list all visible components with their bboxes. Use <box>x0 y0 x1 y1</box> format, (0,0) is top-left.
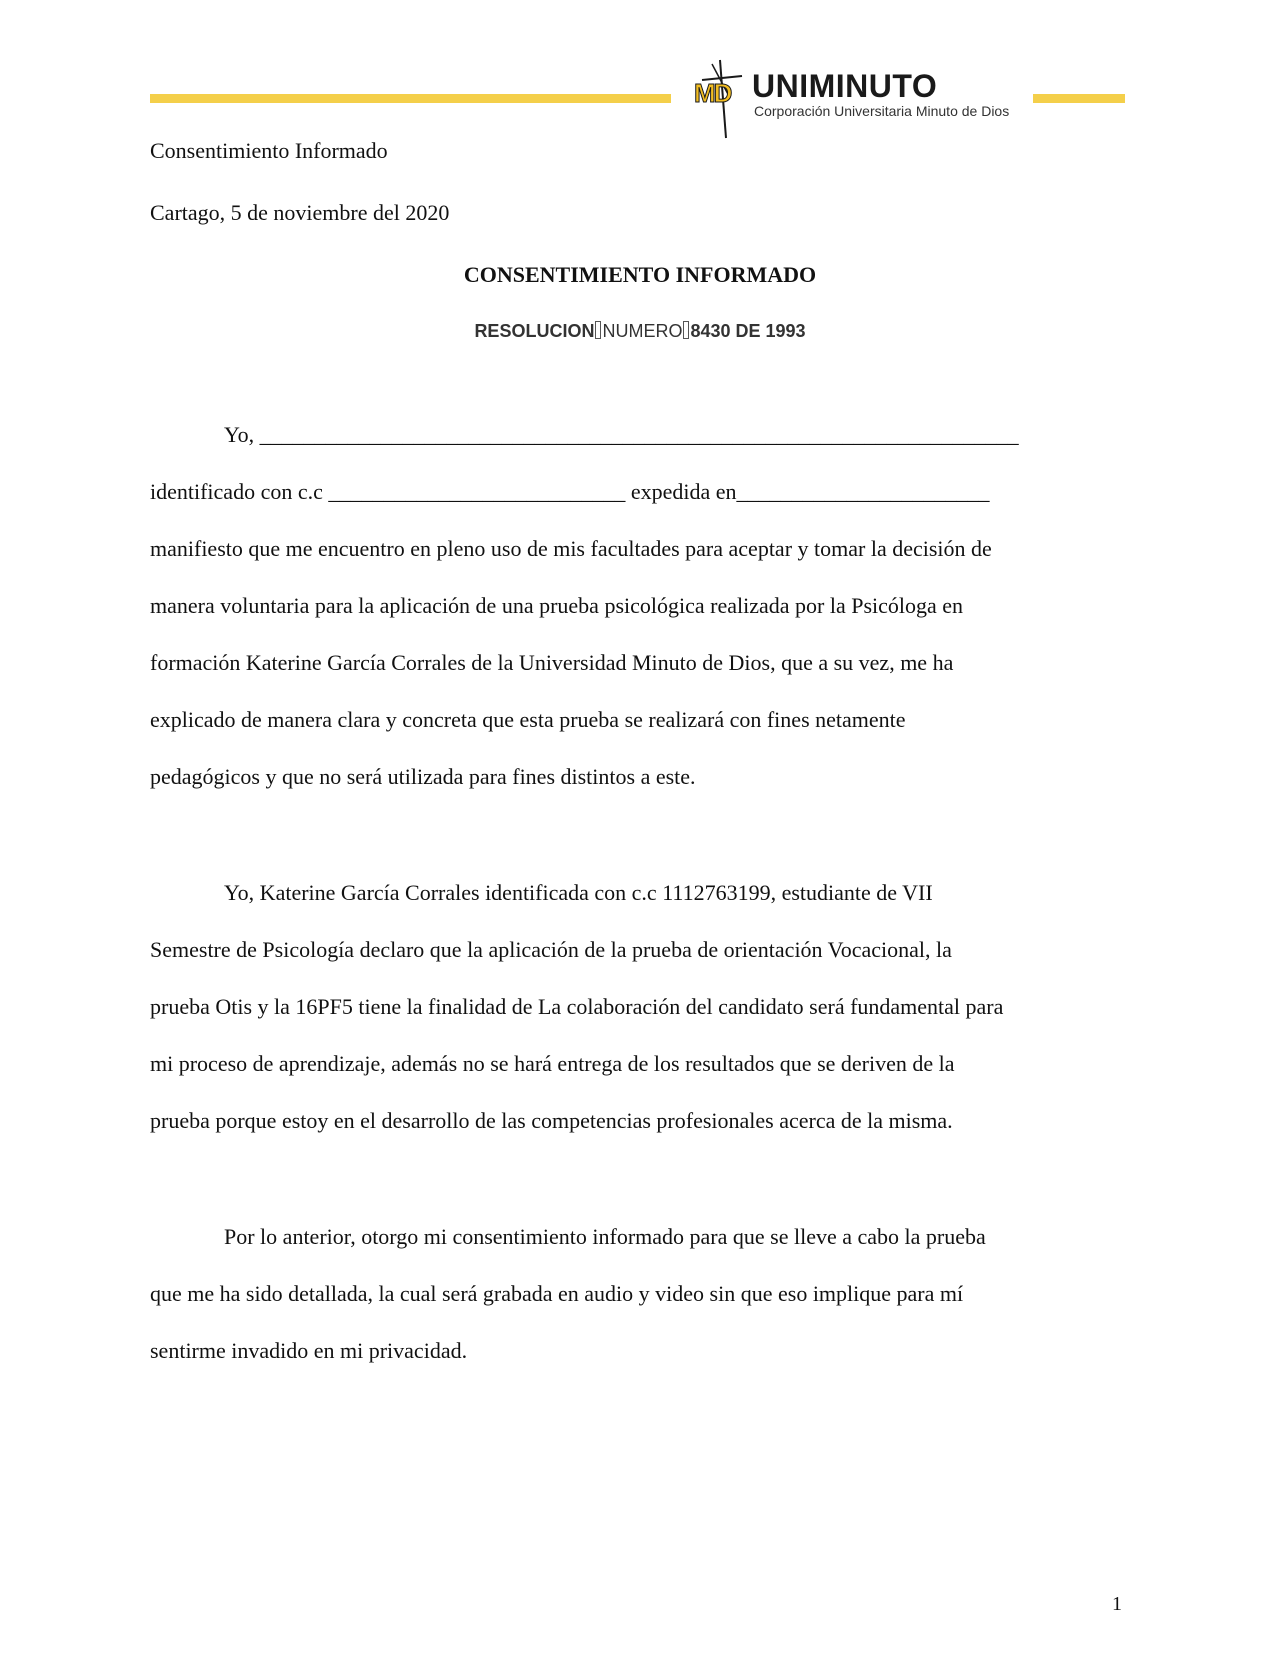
paragraph-1-line: manera voluntaria para la aplicación de una prueba psicológica realizada por la Psicóloga en <box>150 593 964 618</box>
header-accent-bar-right <box>1033 94 1125 103</box>
missing-glyph-box <box>595 321 601 339</box>
paragraph-1-line: manifiesto que me encuentro en pleno uso de mis facultades para aceptar y tomar la decisión de <box>150 536 992 561</box>
running-head: Consentimiento Informado <box>150 138 388 163</box>
paragraph-2-line: Semestre de Psicología declaro que la aplicación de la prueba de orientación Vocacional, la <box>150 937 952 962</box>
paragraph-1-line: explicado de manera clara y concreta que esta prueba se realizará con fines netamente <box>150 707 906 732</box>
paragraph-2-line: mi proceso de aprendizaje, además no se hará entrega de los resultados que se deriven de la <box>150 1051 955 1076</box>
paragraph-2-line: Yo, Katerine García Corrales identificada con c.c 1112763199, estudiante de VII <box>224 880 933 905</box>
resolution-prefix: RESOLUCION <box>474 321 595 341</box>
paragraph-1-line: pedagógicos y que no será utilizada para fines distintos a este. <box>150 764 696 789</box>
logo-subtitle: Corporación Universitaria Minuto de Dios <box>754 103 1010 119</box>
paragraph-2-line: prueba Otis y la 16PF5 tiene la finalidad de La colaboración del candidato será fundamental para <box>150 994 1004 1019</box>
document-title: CONSENTIMIENTO INFORMADO <box>463 262 817 287</box>
page-number: 1 <box>1112 1593 1122 1615</box>
paragraph-1-line: Yo, _____________________________________________________________________ <box>224 422 1019 447</box>
paragraph-3-line: sentirme invadido en mi privacidad. <box>150 1338 468 1363</box>
paragraph-3-line: que me ha sido detallada, la cual será grabada en audio y video sin que eso implique para mí <box>150 1281 964 1306</box>
missing-glyph-box <box>683 321 689 339</box>
paragraph-1-line: formación Katerine García Corrales de la Universidad Minuto de Dios, que a su vez, me ha <box>150 650 954 675</box>
uniminuto-logo <box>690 58 1026 140</box>
logo-md-letters: MD <box>694 78 731 108</box>
resolution-line <box>0 321 1280 340</box>
resolution-suffix: 8430 DE 1993 <box>690 321 806 341</box>
paragraph-1-line: identificado con c.c ___________________________ expedida en_______________________ <box>150 479 990 504</box>
paragraph-3-line: Por lo anterior, otorgo mi consentimiento informado para que se lleve a cabo la prueba <box>224 1224 986 1249</box>
header-accent-bar-left <box>150 94 671 103</box>
resolution-middle: NUMERO <box>602 321 683 341</box>
logo-name: UNIMINUTO <box>752 68 938 104</box>
date-line: Cartago, 5 de noviembre del 2020 <box>150 200 450 225</box>
paragraph-2-line: prueba porque estoy en el desarrollo de las competencias profesionales acerca de la misma. <box>150 1108 953 1133</box>
